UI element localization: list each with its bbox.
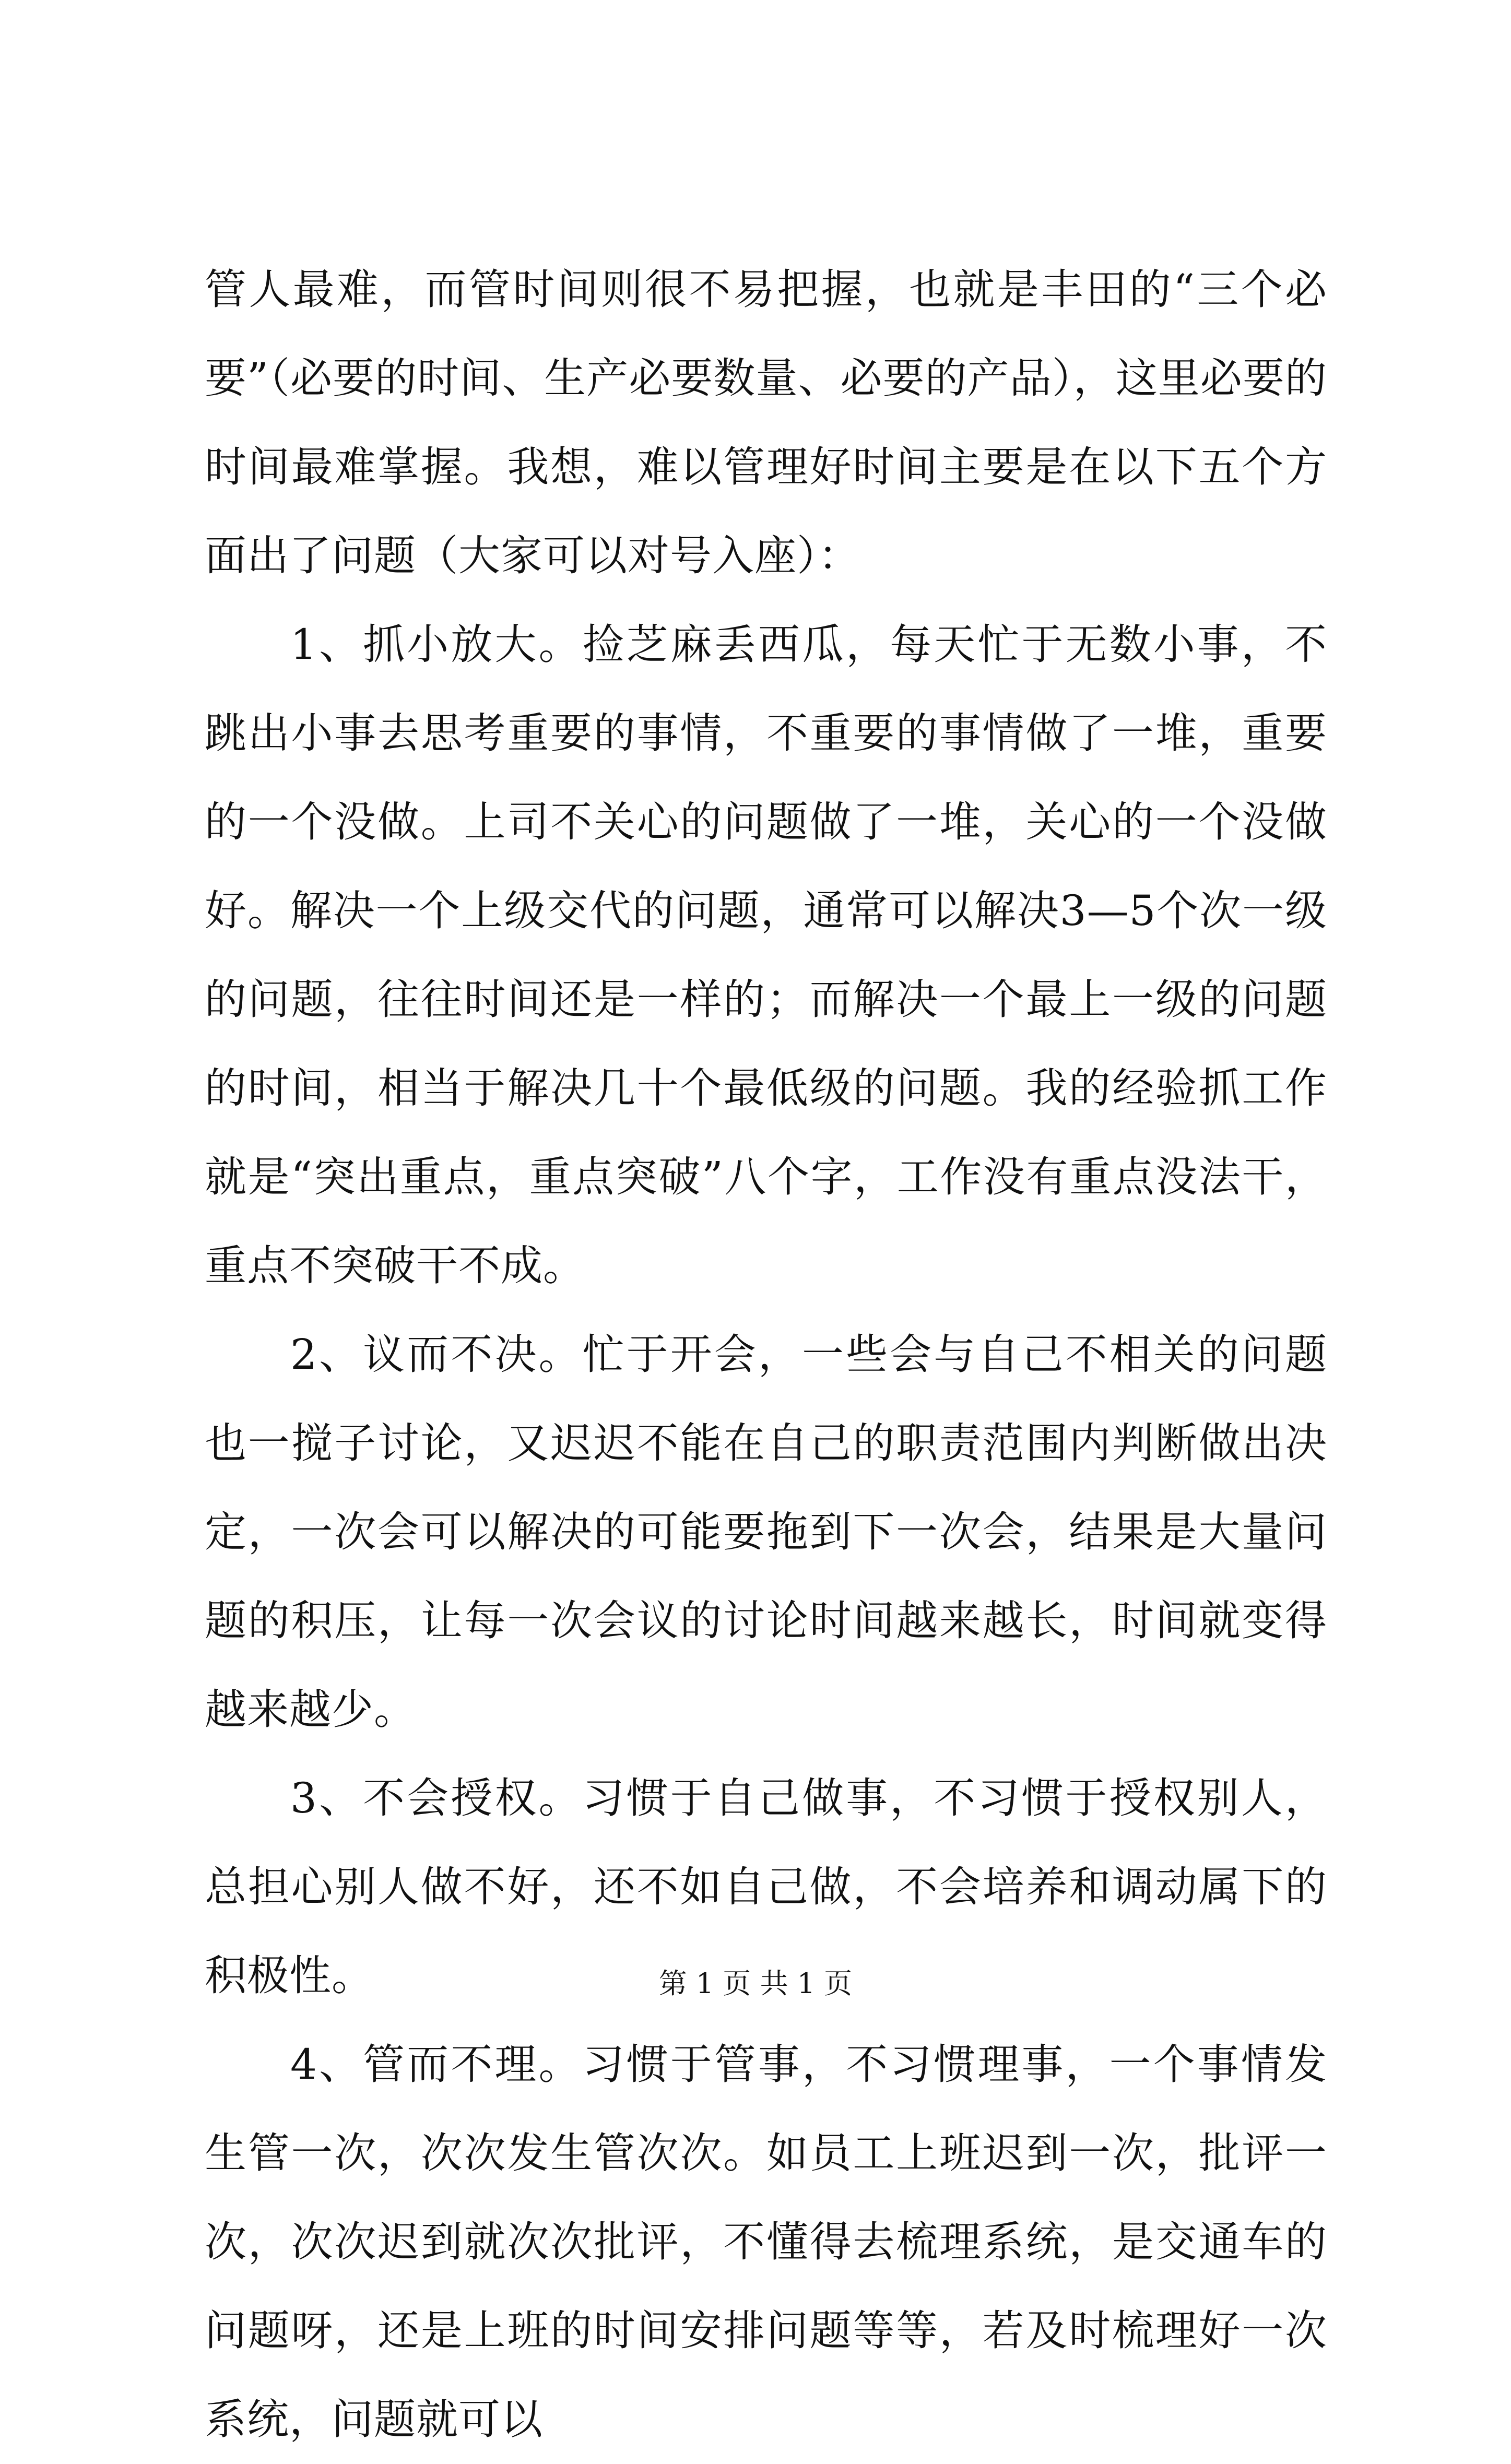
document-body bbox=[205, 245, 1327, 2464]
paragraph-item-3: 3、不会授权。习惯于自己做事，不习惯于授权别人，总担心别人做不好，还不如自己做，不会培养和调动属下的积极性。 bbox=[205, 1774, 1327, 2000]
page-footer: 第 1 页 共 1 页 bbox=[658, 1967, 853, 2000]
paragraph-item-1: 1、抓小放大。捡芝麻丢西瓜，每天忙于无数小事，不跳出小事去思考重要的事情，不重要的事情做了一堆，重要的一个没做。上司不关心的问题做了一堆，关心的一个没做好。解决一个上级交代的问题，通常可以解决3—5个次一级的问题，往往时间还是一样的；而解决一个最上一级的问题的时间，相当于解决几十个最低级的问题。我的经验抓工作就是“突出重点，重点突破”八个字，工作没有重点没法干，重点不突破干不成。 bbox=[205, 620, 1327, 1290]
paragraph-intro: 管人最难，而管时间则很不易把握，也就是丰田的“三个必要”（必要的时间、生产必要数量、必要的产品），这里必要的时间最难掌握。我想，难以管理好时间主要是在以下五个方面出了问题（大家可以对号入座）： bbox=[205, 265, 1327, 580]
paragraph-item-4: 4、管而不理。习惯于管事，不习惯理事，一个事情发生管一次，次次发生管次次。如员工上班迟到一次，批评一次，次次迟到就次次批评，不懂得去梳理系统，是交通车的问题呀，还是上班的时间安排问题等等，若及时梳理好一次系统，问题就可以 bbox=[205, 2040, 1327, 2444]
paragraph-item-2: 2、议而不决。忙于开会，一些会与自己不相关的问题也一搅子讨论，又迟迟不能在自己的职责范围内判断做出决定，一次会可以解决的可能要拖到下一次会，结果是大量问题的积压，让每一次会议的讨论时间越来越长，时间就变得越来越少。 bbox=[205, 1330, 1327, 1734]
